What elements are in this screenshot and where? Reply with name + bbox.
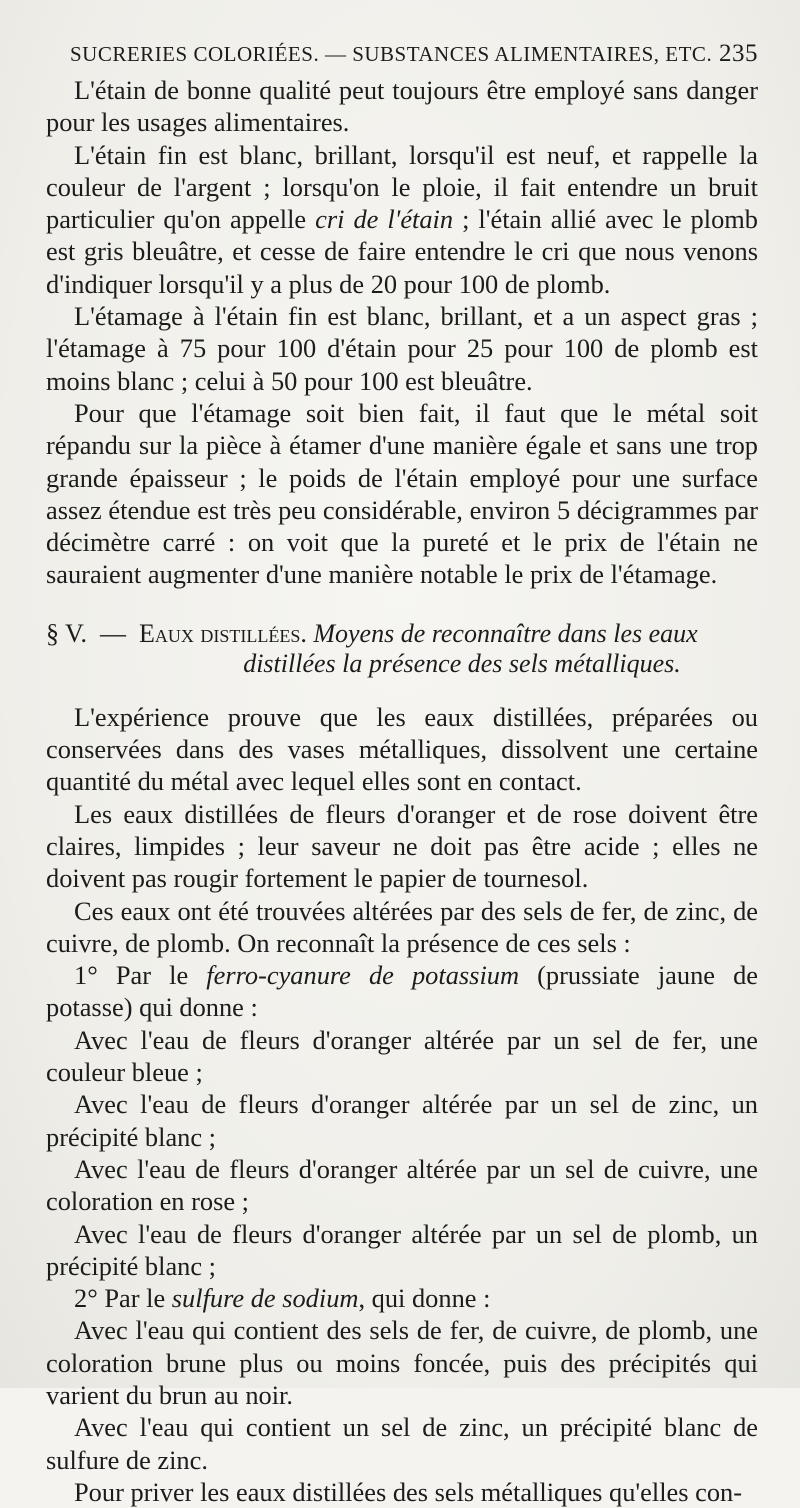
paragraph-text: L'étain fin est blanc, brillant, lorsqu'il est neuf, et rappelle la couleur de l'argent ; lorsqu'on le ploie, il fait entendre un bruit particulier qu'on appelle: [46, 139, 758, 235]
paragraph-text: ; l'étain allié avec le plomb est gris bleuâtre, et cesse de faire entendre le cri que nous venons d'indiquer lorsqu'il y a plus de 20 pour 100 de plomb.: [46, 204, 758, 299]
list-item-plomb: Avec l'eau de fleurs d'oranger altérée par un sel de plomb, un précipité blanc ;: [46, 1218, 758, 1281]
section-heading-line: [46, 619, 758, 649]
section-number: § V.: [46, 618, 87, 648]
paragraph-eaux-oranger: Les eaux distillées de fleurs d'oranger et de rose doivent être claires, limpides ; leur saveur ne doit pas être acide ; elles ne doivent pas rougir fortement le papier de tournesol.: [46, 798, 758, 894]
running-title: SUCRERIES COLORIÉES. — SUBSTANCES ALIMENTAIRES, ETC.: [70, 42, 713, 66]
running-header: [70, 40, 758, 68]
paragraph-eaux-alterees: Ces eaux ont été trouvées altérées par des sels de fer, de zinc, de cuivre, de plomb. On reconnaît la présence de ces sels :: [46, 895, 758, 958]
paragraph-text: , qui donne :: [358, 1283, 491, 1314]
page-number: 235: [719, 40, 758, 67]
section-dash: —: [99, 618, 126, 648]
section-title: Eaux distillées.: [138, 618, 307, 648]
paragraph-ferrocyanure: [46, 959, 758, 1024]
paragraph-sulfure: [46, 1282, 758, 1314]
list-item-fer: Avec l'eau de fleurs d'oranger altérée par un sel de fer, une couleur bleue ;: [46, 1024, 758, 1088]
italic-term: sulfure de sodium: [171, 1283, 359, 1314]
page-body: [46, 74, 758, 1508]
list-item-cuivre: Avec l'eau de fleurs d'oranger altérée par un sel de cuivre, une coloration en rose ;: [46, 1153, 758, 1217]
paragraph-etain-fin: [46, 139, 758, 300]
section-subtitle-line-2: distillées la présence des sels métalliques.: [243, 648, 681, 678]
paragraph-text: 1° Par le: [74, 960, 207, 991]
paragraph-priver: Pour priver les eaux distillées des sels métalliques qu'elles con-: [74, 1476, 743, 1507]
list-item-sels-fer-cuivre-plomb: Avec l'eau qui contient des sels de fer, de cuivre, de plomb, une coloration brune plus ou moins foncée, puis des précipités qui varient du brun au noir.: [46, 1315, 758, 1410]
paragraph-etain-qualite: L'étain de bonne qualité peut toujours être employé sans danger pour les usages alimentaires.: [46, 75, 758, 138]
list-item-zinc: Avec l'eau de fleurs d'oranger altérée par un sel de zinc, un précipité blanc ;: [46, 1089, 758, 1152]
paragraph-text: (prussiate jaune de potasse) qui donne :: [46, 960, 758, 1023]
paragraph-etamage-fait: Pour que l'étamage soit bien fait, il faut que le métal soit répandu sur la pièce à étamer d'une manière égale et sans une trop grande épaisseur ; le poids de l'étain employé pour une surface assez étendue est très peu considérable, environ 5 décigrammes par décimètre carré : on voit que la pureté et le prix de l'étain ne sauraient augmenter d'une manière notable le prix de l'étamage.: [46, 397, 758, 590]
paragraph-text: 2° Par le: [74, 1283, 172, 1314]
paragraph-experience: L'expérience prouve que les eaux distillées, préparées ou conservées dans des vases métalliques, dissolvent une certaine quantité du métal avec lequel elles sont en contact.: [46, 701, 758, 797]
section-subtitle-line-1: Moyens de reconnaître dans les eaux: [313, 618, 698, 648]
section-heading: [46, 619, 758, 679]
paragraph-etamage: L'étamage à l'étain fin est blanc, brillant, et a un aspect gras ; l'étamage à 75 pour 100 d'étain pour 25 pour 100 de plomb est moins blanc ; celui à 50 pour 100 est bleuâtre.: [46, 301, 758, 396]
italic-term: ferro-cyanure de potassium: [206, 960, 520, 991]
list-item-sel-zinc: Avec l'eau qui contient un sel de zinc, un précipité blanc de sulfure de zinc.: [46, 1412, 758, 1475]
italic-term: cri de l'étain: [315, 204, 454, 235]
